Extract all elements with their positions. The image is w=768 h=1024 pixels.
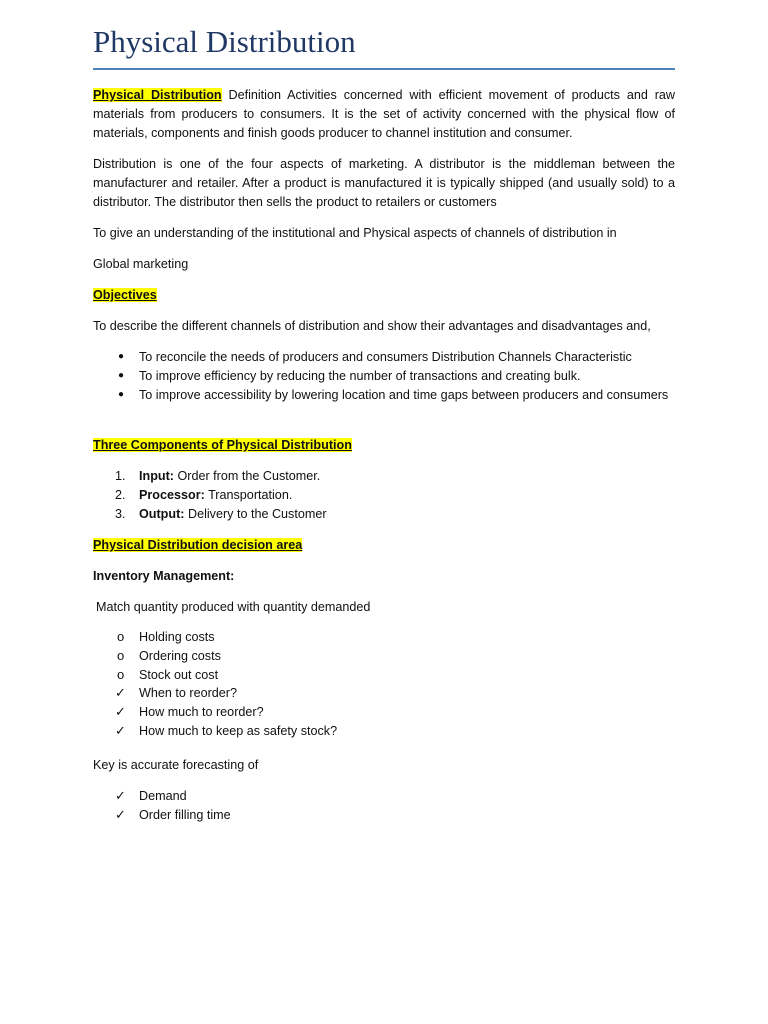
component-text: Transportation. xyxy=(204,487,293,502)
list-item xyxy=(93,806,675,825)
inventory-list xyxy=(93,628,675,741)
list-item xyxy=(93,467,675,486)
objective-text: To improve accessibility by lowering location and time gaps between producers and consumers xyxy=(139,387,669,402)
list-item xyxy=(93,684,675,703)
circle-bullet-icon: o xyxy=(117,629,125,644)
list-item xyxy=(93,348,675,367)
list-item xyxy=(93,486,675,505)
intro-term-highlight: Physical Distribution xyxy=(93,88,222,102)
check-icon: ✓ xyxy=(115,685,126,701)
decision-heading-text: Physical Distribution decision area xyxy=(93,538,303,552)
objectives-heading-text: Objectives xyxy=(93,288,157,302)
cost-item-text: Stock out cost xyxy=(139,667,219,682)
list-item xyxy=(93,386,675,405)
reorder-item-text: How much to keep as safety stock? xyxy=(139,723,338,738)
objectives-heading xyxy=(93,286,675,305)
list-number: 1. xyxy=(115,469,126,483)
cost-item-text: Ordering costs xyxy=(139,648,221,663)
forecast-list xyxy=(93,787,675,825)
check-icon: ✓ xyxy=(115,704,126,720)
intro-text: Definition Activities concerned with efficient movement of products and raw materials from producers to consumers. It is the set of activity concerned with the physical flow of materials, components and finish goods producer to channel institution and consumer. xyxy=(93,88,675,140)
bullet-icon: ● xyxy=(118,351,125,362)
cost-item-text: Holding costs xyxy=(139,630,215,644)
list-item xyxy=(93,703,675,722)
list-item xyxy=(93,787,675,806)
check-icon: ✓ xyxy=(115,806,126,822)
components-heading xyxy=(93,436,675,455)
forecast-item-text: Demand xyxy=(139,789,187,803)
understanding-paragraph: To give an understanding of the institutional and Physical aspects of channels of distribution in xyxy=(93,226,617,240)
page-title: Physical Distribution xyxy=(93,24,356,59)
circle-bullet-icon: o xyxy=(117,647,125,663)
list-item xyxy=(93,505,675,524)
components-heading-text: Three Components of Physical Distribution xyxy=(93,438,352,452)
bullet-icon: ● xyxy=(118,388,125,400)
title-underline xyxy=(93,68,675,70)
reorder-item-text: When to reorder? xyxy=(139,686,238,701)
component-label: Processor: xyxy=(139,487,205,502)
component-label: Output: xyxy=(139,506,185,521)
distribution-paragraph: Distribution is one of the four aspects of marketing. A distributor is the middleman between the manufacturer and retailer. After a product is manufactured it is typically shipped (and usually sold) to a distributor. The distributor then sells the product to retailers or customers xyxy=(93,157,675,209)
check-icon: ✓ xyxy=(115,722,126,738)
list-number: 2. xyxy=(115,487,126,502)
objectives-intro: To describe the different channels of distribution and show their advantages and disadvantages and, xyxy=(93,319,651,333)
list-item xyxy=(93,722,675,741)
list-item xyxy=(93,628,675,647)
component-label: Input: xyxy=(139,469,174,483)
list-item xyxy=(93,647,675,666)
reorder-item-text: How much to reorder? xyxy=(139,705,264,720)
list-item xyxy=(93,666,675,685)
component-text: Order from the Customer. xyxy=(173,469,321,483)
decision-heading xyxy=(93,536,675,555)
forecast-intro: Key is accurate forecasting of xyxy=(93,758,259,772)
objectives-list xyxy=(93,348,675,404)
circle-bullet-icon: o xyxy=(117,666,125,682)
inventory-heading: Inventory Management: xyxy=(93,569,235,583)
bullet-icon: ● xyxy=(118,369,125,381)
component-text: Delivery to the Customer xyxy=(184,506,327,521)
components-list xyxy=(93,467,675,523)
intro-paragraph xyxy=(93,86,675,142)
objective-text: To reconcile the needs of producers and consumers Distribution Channels Characteristic xyxy=(139,350,632,364)
list-number: 3. xyxy=(115,506,126,521)
list-item xyxy=(93,367,675,386)
match-text: Match quantity produced with quantity demanded xyxy=(96,600,371,614)
objective-text: To improve efficiency by reducing the number of transactions and creating bulk. xyxy=(139,368,581,383)
global-marketing-line: Global marketing xyxy=(93,257,189,271)
check-icon: ✓ xyxy=(115,788,126,803)
forecast-item-text: Order filling time xyxy=(139,807,231,822)
